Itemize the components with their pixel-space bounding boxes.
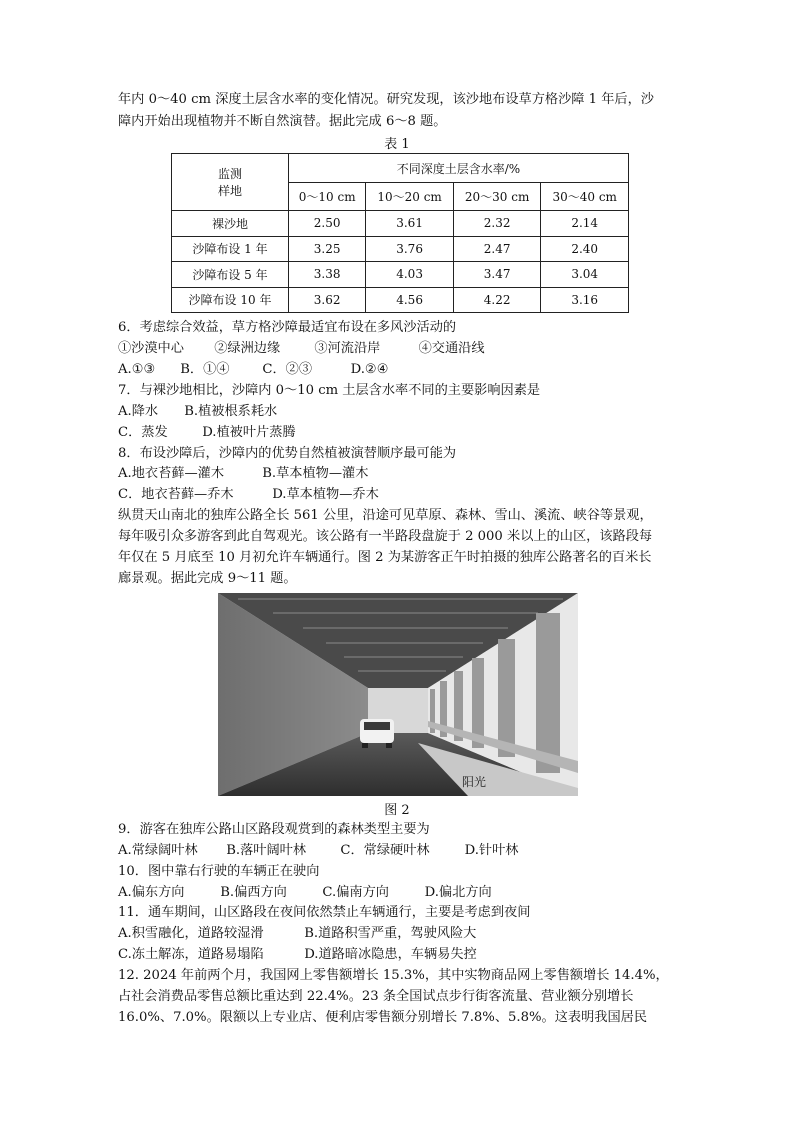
q6-options — [118, 360, 389, 380]
q7-option-b: B.植被根系耗水 — [184, 404, 278, 419]
q6-item: ①沙漠中心 — [118, 341, 184, 356]
table-cell: 4.56 — [366, 287, 454, 313]
corner-line-2: 样地 — [217, 184, 242, 198]
q6-stem: 6．考虑综合效益，草方格沙障最适宜布设在多风沙活动的 — [118, 320, 457, 335]
q10-options — [118, 883, 492, 903]
table-cell: 2.40 — [541, 236, 629, 262]
q6-items — [118, 339, 485, 359]
q11-option-c: C.冻土解冻，道路易塌陷 — [118, 947, 264, 962]
q10-stem: 10．图中靠右行驶的车辆正在驶向 — [118, 864, 320, 879]
q10-option-d: D.偏北方向 — [424, 885, 492, 900]
q9-options — [118, 841, 518, 861]
q8-options-line-2 — [118, 485, 379, 505]
corridor-photo-illustration — [218, 593, 578, 796]
q12-line-2: 占社会消费品零售总额比重达到 22.4%。23 条全国试点步行街客流量、营业额分别增长 — [118, 989, 634, 1004]
table-row-label: 裸沙地 — [172, 211, 289, 237]
table-corner-header — [172, 154, 289, 211]
table-cell: 3.04 — [541, 262, 629, 288]
passage2-line-3: 年仅在 5 月底至 10 月初允许车辆通行。图 2 为某游客正午时拍摄的独库公路著名的百米长 — [118, 550, 652, 565]
table-cell: 2.47 — [453, 236, 541, 262]
table-cell: 2.14 — [541, 211, 629, 237]
q11-stem: 11．通车期间，山区路段在夜间依然禁止车辆通行，主要是考虑到夜间 — [118, 905, 531, 920]
table-cell: 4.03 — [366, 262, 454, 288]
q7-options-line-1 — [118, 402, 277, 422]
q11-options-line-1 — [118, 924, 476, 944]
table-cell: 3.16 — [541, 287, 629, 313]
q8-options-line-1 — [118, 464, 368, 484]
table-cell: 3.76 — [366, 236, 454, 262]
table-cell: 2.32 — [453, 211, 541, 237]
q9-stem: 9．游客在独库公路山区路段观赏到的森林类型主要为 — [118, 822, 430, 837]
corridor-photo — [218, 593, 578, 796]
q8-option-b: B.草本植物—灌木 — [262, 466, 369, 481]
table-caption: 表 1 — [384, 137, 410, 152]
q11-option-d: D.道路暗冰隐患，车辆易失控 — [304, 947, 477, 962]
passage2-line-2: 每年吸引众多游客到此自驾观光。该公路有一半路段盘旋于 2 000 米以上的山区，该路段每 — [118, 529, 653, 544]
table-group-header: 不同深度土层含水率/% — [289, 154, 629, 183]
table-cell: 3.47 — [453, 262, 541, 288]
q8-stem: 8．布设沙障后，沙障内的优势自然植被演替顺序最可能为 — [118, 446, 457, 461]
q10-option-c: C.偏南方向 — [322, 885, 389, 900]
q8-option-a: A.地衣苔藓—灌木 — [118, 466, 225, 481]
q12-line-1: 12. 2024 年前两个月，我国网上零售额增长 15.3%，其中实物商品网上零售额增长 14.4%， — [118, 968, 669, 983]
table-cell: 2.50 — [289, 211, 366, 237]
table-column-header: 0～10 cm — [289, 183, 366, 211]
table-row — [172, 236, 629, 262]
q7-option-c: C．蒸发 — [118, 425, 168, 440]
table-cell: 3.25 — [289, 236, 366, 262]
q6-option-d: D.②④ — [350, 362, 389, 377]
table-row-label: 沙障布设 1 年 — [172, 236, 289, 262]
table-cell: 4.22 — [453, 287, 541, 313]
table-cell: 3.38 — [289, 262, 366, 288]
passage2-line-4: 廊景观。据此完成 9～11 题。 — [118, 571, 297, 586]
table-cell: 3.62 — [289, 287, 366, 313]
table-row-label: 沙障布设 5 年 — [172, 262, 289, 288]
q12-line-3: 16.0%、7.0%。限额以上专业店、便利店零售额分别增长 7.8%、5.8%。这表明我国居民 — [118, 1010, 648, 1025]
intro-line-1: 年内 0～40 cm 深度土层含水率的变化情况。研究发现，该沙地布设草方格沙障 1 年后，沙 — [118, 92, 654, 107]
corner-line-1: 监测 — [217, 167, 242, 181]
q10-option-b: B.偏西方向 — [220, 885, 287, 900]
q9-option-c: C．常绿硬叶林 — [340, 843, 430, 858]
table-row — [172, 287, 629, 313]
q7-stem: 7．与裸沙地相比，沙障内 0～10 cm 土层含水率不同的主要影响因素是 — [118, 383, 541, 398]
q6-item: ③河流沿岸 — [314, 341, 381, 356]
photo-label-sunlight: 阳光 — [462, 775, 487, 789]
table-row — [172, 211, 629, 237]
table-column-header: 30～40 cm — [541, 183, 629, 211]
table-cell: 3.61 — [366, 211, 454, 237]
q6-item: ④交通沿线 — [418, 341, 485, 356]
q10-option-a: A.偏东方向 — [118, 885, 185, 900]
q9-option-d: D.针叶林 — [464, 843, 519, 858]
q8-option-d: D.草本植物—乔木 — [272, 487, 379, 502]
q11-option-b: B.道路积雪严重，驾驶风险大 — [304, 926, 477, 941]
table-column-header: 20～30 cm — [453, 183, 541, 211]
q7-option-d: D.植被叶片蒸腾 — [202, 425, 296, 440]
q6-option-c: C．②③ — [262, 362, 313, 377]
passage2-line-1: 纵贯天山南北的独库公路全长 561 公里，沿途可见草原、森林、雪山、溪流、峡谷等景观， — [118, 508, 653, 523]
q8-option-c: C．地衣苔藓—乔木 — [118, 487, 234, 502]
figure-caption: 图 2 — [384, 803, 410, 818]
q11-option-a: A.积雪融化，道路较湿滑 — [118, 926, 264, 941]
table-row — [172, 262, 629, 288]
q11-options-line-2 — [118, 945, 477, 965]
table-column-header: 10～20 cm — [366, 183, 454, 211]
q6-option-a: A.①③ — [118, 362, 156, 377]
table-row-label: 沙障布设 10 年 — [172, 287, 289, 313]
soil-moisture-table — [171, 153, 629, 313]
q9-option-a: A.常绿阔叶林 — [118, 843, 198, 858]
q6-item: ②绿洲边缘 — [214, 341, 281, 356]
q7-option-a: A.降水 — [118, 404, 159, 419]
intro-line-2: 障内开始出现植物并不断自然演替。据此完成 6～8 题。 — [118, 114, 447, 129]
q7-options-line-2 — [118, 423, 296, 443]
q9-option-b: B.落叶阔叶林 — [226, 843, 307, 858]
q6-option-b: B．①④ — [180, 362, 230, 377]
